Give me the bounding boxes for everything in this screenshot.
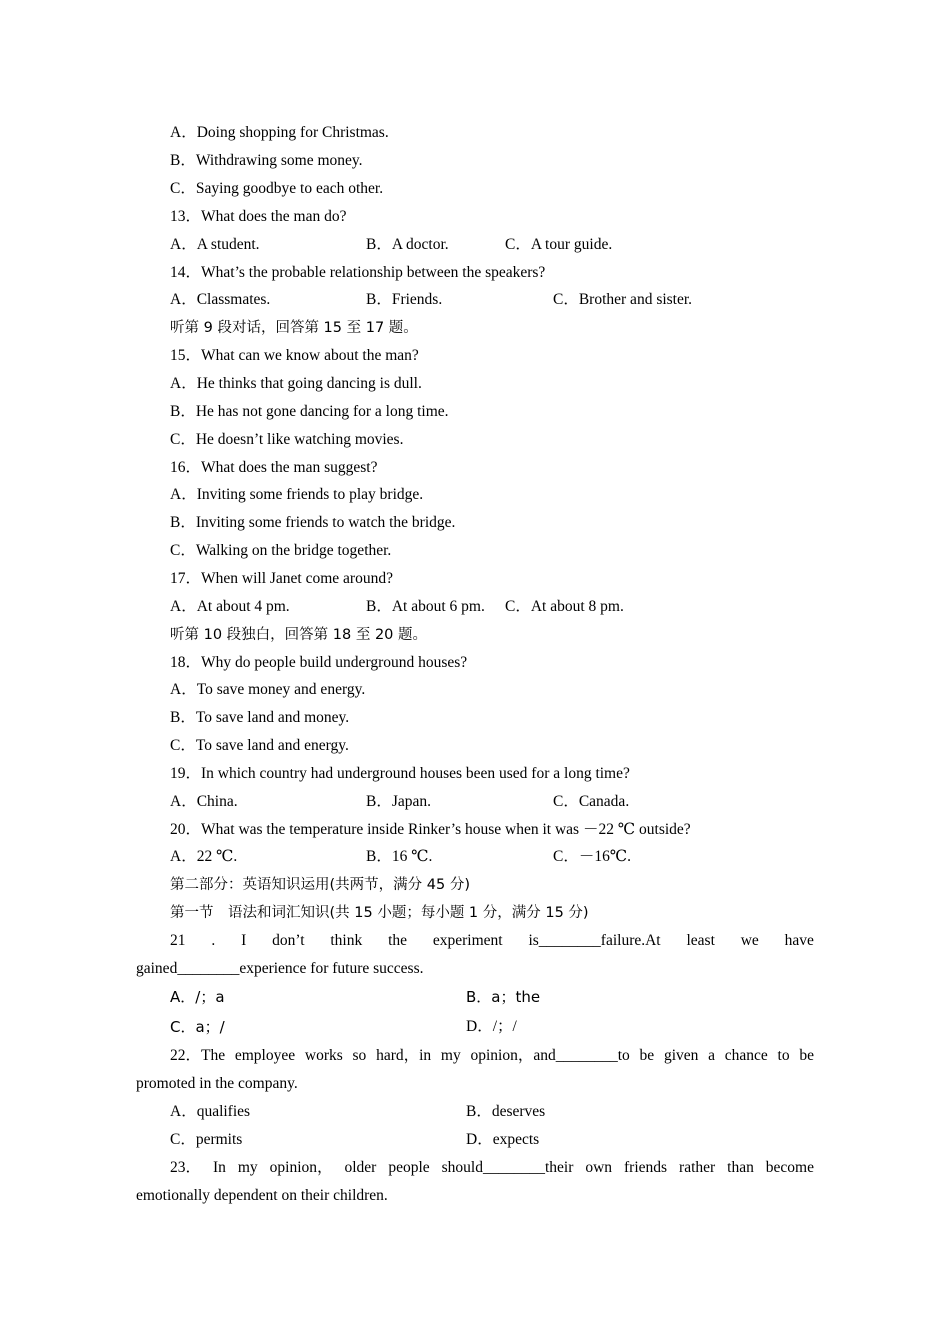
q16-option-c: C．Walking on the bridge together. (170, 542, 392, 559)
q15-stem: 15．What can we know about the man? (170, 347, 419, 364)
q20-option-a: A．22 ℃. (170, 848, 238, 865)
q22-word: opinion，and________to (470, 1047, 630, 1064)
q17-option-b: B．At about 6 pm. (366, 598, 485, 615)
q13-option-b: B．A doctor. (366, 236, 449, 253)
q19-option-b: B．Japan. (366, 793, 432, 810)
q23-word: people (388, 1159, 430, 1176)
q21-word: experiment (432, 932, 503, 949)
q22-word: 22．The (170, 1047, 226, 1064)
q12-option-a: A．Doing shopping for Christmas. (170, 124, 389, 141)
q20-stem: 20．What was the temperature inside Rinker’s house when it was －22 ℃ outside? (170, 821, 691, 838)
q23-word: should________their (441, 1159, 574, 1176)
q21-word: we (740, 932, 759, 949)
q22-stem-line-2: promoted in the company. (136, 1075, 298, 1092)
section-1-heading: 第一节 语法和词汇知识(共 15 小题；每小题 1 分，满分 15 分) (170, 905, 589, 921)
q17-option-c: C．At about 8 pm. (505, 598, 624, 615)
q21-option-d: D．/；/ (466, 1018, 517, 1035)
q23-word: 23． (170, 1159, 202, 1176)
q16-option-b: B．Inviting some friends to watch the bridge. (170, 514, 456, 531)
q12-option-b: B．Withdrawing some money. (170, 152, 363, 169)
q15-option-b: B．He has not gone dancing for a long time. (170, 403, 449, 420)
q12-option-c: C．Saying goodbye to each other. (170, 180, 384, 197)
q22-word: a (708, 1047, 716, 1064)
q22-word: my (440, 1047, 461, 1064)
q13-option-c: C．A tour guide. (505, 236, 613, 253)
q23-word: rather (679, 1159, 716, 1176)
q22-word: hard，in (376, 1047, 432, 1064)
q22-option-b: B．deserves (466, 1103, 546, 1120)
q21-option-a: A．/；a (170, 988, 225, 1006)
q22-option-a: A．qualifies (170, 1103, 251, 1120)
q21-word: I (241, 932, 247, 949)
q21-word: . (211, 932, 216, 949)
q14-option-b: B．Friends. (366, 291, 443, 308)
q14-stem: 14．What’s the probable relationship between the speakers? (170, 264, 546, 281)
q23-word: friends (624, 1159, 668, 1176)
q21-word: least (686, 932, 715, 949)
q21-option-c: C．a；/ (170, 1018, 225, 1036)
q21-word: 21 (170, 932, 186, 949)
q21-option-b: B．a；the (466, 988, 541, 1006)
q14-option-a: A．Classmates. (170, 291, 271, 308)
q21-word: think (330, 932, 363, 949)
q22-word: works (304, 1047, 343, 1064)
q20-option-b: B．16 ℃. (366, 848, 433, 865)
q18-stem: 18．Why do people build underground houses? (170, 654, 468, 671)
q14-option-c: C．Brother and sister. (553, 291, 693, 308)
q21-word: the (388, 932, 408, 949)
q22-stem-line-1 (170, 1042, 814, 1070)
q23-word: than (727, 1159, 754, 1176)
q22-word: so (352, 1047, 367, 1064)
q17-stem: 17．When will Janet come around? (170, 570, 393, 587)
q21-word: is________failure.At (528, 932, 661, 949)
q19-option-c: C．Canada. (553, 793, 630, 810)
q15-option-c: C．He doesn’t like watching movies. (170, 431, 404, 448)
q22-option-c: C．permits (170, 1131, 243, 1148)
q23-word: In (212, 1159, 226, 1176)
q22-word: given (663, 1047, 699, 1064)
q21-word: don’t (272, 932, 305, 949)
q23-stem-line-2: emotionally dependent on their children. (136, 1187, 388, 1204)
part-2-heading: 第二部分：英语知识运用(共两节，满分 45 分) (170, 877, 470, 893)
q15-option-a: A．He thinks that going dancing is dull. (170, 375, 422, 392)
q21-stem-line-1 (170, 927, 814, 955)
q23-word: become (765, 1159, 814, 1176)
q23-word: older (344, 1159, 377, 1176)
q21-stem-line-2: gained________experience for future success. (136, 960, 424, 977)
q23-word: my (237, 1159, 258, 1176)
q22-word: to (777, 1047, 790, 1064)
q18-option-a: A．To save money and energy. (170, 681, 366, 698)
q16-stem: 16．What does the man suggest? (170, 459, 378, 476)
q13-option-a: A．A student. (170, 236, 260, 253)
q19-option-a: A．China. (170, 793, 238, 810)
section-9-heading: 听第 9 段对话，回答第 15 至 17 题。 (170, 320, 418, 336)
q16-option-a: A．Inviting some friends to play bridge. (170, 486, 424, 503)
q13-stem: 13．What does the man do? (170, 208, 347, 225)
q23-word: own (585, 1159, 613, 1176)
q22-word: be (639, 1047, 655, 1064)
q23-stem-line-1 (170, 1154, 814, 1182)
q21-word: have (784, 932, 814, 949)
q18-option-c: C．To save land and energy. (170, 737, 349, 754)
q22-option-d: D．expects (466, 1131, 540, 1148)
section-10-heading: 听第 10 段独白，回答第 18 至 20 题。 (170, 627, 428, 643)
q23-word: opinion， (269, 1159, 333, 1176)
q19-stem: 19．In which country had underground houses been used for a long time? (170, 765, 630, 782)
q22-word: employee (234, 1047, 296, 1064)
q20-option-c: C．－16℃. (553, 848, 632, 865)
q22-word: be (799, 1047, 814, 1064)
q18-option-b: B．To save land and money. (170, 709, 350, 726)
q22-word: chance (724, 1047, 768, 1064)
q17-option-a: A．At about 4 pm. (170, 598, 290, 615)
